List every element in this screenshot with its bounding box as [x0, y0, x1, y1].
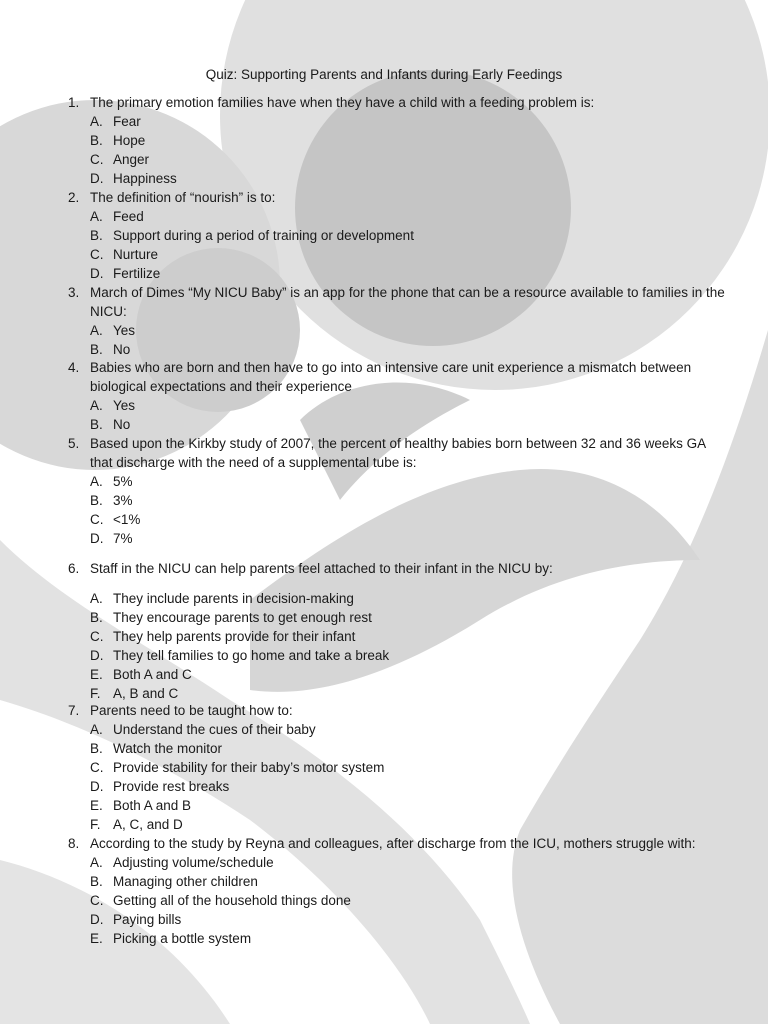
option-item — [90, 872, 728, 891]
option-text: Picking a bottle system — [113, 931, 252, 946]
option-item — [90, 646, 728, 665]
option-text: 5% — [113, 474, 133, 489]
option-text: No — [113, 342, 131, 357]
option-text: Fertilize — [113, 266, 161, 281]
option-letter: B. — [90, 133, 103, 148]
option-list — [68, 472, 728, 548]
option-text: They encourage parents to get enough rest — [113, 610, 372, 625]
option-text: Feed — [113, 209, 144, 224]
option-text: They tell families to go home and take a break — [113, 648, 390, 663]
option-letter: F. — [90, 686, 101, 701]
option-letter: B. — [90, 342, 103, 357]
option-item — [90, 207, 728, 226]
option-letter: B. — [90, 610, 103, 625]
option-list — [68, 207, 728, 283]
option-letter: F. — [90, 817, 101, 832]
option-text: Support during a period of training or development — [113, 228, 414, 243]
option-letter: A. — [90, 722, 103, 737]
question-2 — [68, 188, 728, 283]
option-item — [90, 627, 728, 646]
option-letter: B. — [90, 741, 103, 756]
option-list — [68, 853, 728, 948]
option-text: Yes — [113, 323, 136, 338]
option-text: Watch the monitor — [113, 741, 223, 756]
option-text: Happiness — [113, 171, 177, 186]
option-text: 3% — [113, 493, 133, 508]
option-letter: A. — [90, 323, 103, 338]
option-list — [68, 396, 728, 434]
option-letter: E. — [90, 667, 103, 682]
option-item — [90, 589, 728, 608]
option-text: Managing other children — [113, 874, 258, 889]
option-letter: B. — [90, 874, 103, 889]
question-number: 8. — [68, 836, 80, 851]
question-text: Babies who are born and then have to go into an intensive care unit experience a mismatch between biological expectations and their experience — [90, 360, 692, 394]
option-letter: D. — [90, 779, 104, 794]
option-text: They include parents in decision-making — [113, 591, 354, 606]
option-item — [90, 340, 728, 359]
option-text: Both A and B — [113, 798, 192, 813]
option-item — [90, 472, 728, 491]
option-item — [90, 415, 728, 434]
option-item — [90, 245, 728, 264]
question-text: March of Dimes “My NICU Baby” is an app for the phone that can be a resource available to families in the NICU: — [90, 285, 725, 319]
option-letter: A. — [90, 114, 103, 129]
option-letter: D. — [90, 648, 104, 663]
option-item — [90, 321, 728, 340]
option-text: Anger — [113, 152, 150, 167]
option-text: No — [113, 417, 131, 432]
option-letter: C. — [90, 629, 104, 644]
question-8 — [68, 834, 728, 948]
question-text: Based upon the Kirkby study of 2007, the percent of healthy babies born between 32 and 36 weeks GA that discharge with the need of a supplemental tube is: — [90, 436, 706, 470]
option-list — [68, 720, 728, 834]
option-item — [90, 226, 728, 245]
option-item — [90, 112, 728, 131]
option-list — [68, 112, 728, 188]
option-item — [90, 491, 728, 510]
question-number: 6. — [68, 561, 80, 576]
option-letter: B. — [90, 493, 103, 508]
question-text: Parents need to be taught how to: — [90, 703, 293, 718]
option-text: Fear — [113, 114, 141, 129]
option-letter: E. — [90, 798, 103, 813]
option-letter: E. — [90, 931, 103, 946]
option-item — [90, 665, 728, 684]
option-item — [90, 815, 728, 834]
option-item — [90, 910, 728, 929]
question-number: 7. — [68, 703, 80, 718]
option-item — [90, 510, 728, 529]
option-letter: C. — [90, 512, 104, 527]
option-letter: B. — [90, 228, 103, 243]
option-list — [68, 321, 728, 359]
question-6 — [68, 559, 728, 703]
option-letter: A. — [90, 591, 103, 606]
option-item — [90, 169, 728, 188]
option-item — [90, 777, 728, 796]
question-text: According to the study by Reyna and colleagues, after discharge from the ICU, mothers struggle with: — [90, 836, 696, 851]
option-letter: A. — [90, 209, 103, 224]
option-text: Adjusting volume/schedule — [113, 855, 274, 870]
option-text: Understand the cues of their baby — [113, 722, 316, 737]
option-letter: C. — [90, 760, 104, 775]
question-3 — [68, 283, 728, 359]
option-item — [90, 264, 728, 283]
option-list — [68, 589, 728, 703]
option-text: Yes — [113, 398, 136, 413]
option-letter: C. — [90, 247, 104, 262]
option-item — [90, 720, 728, 739]
question-number: 3. — [68, 285, 80, 300]
question-7 — [68, 701, 728, 834]
question-4 — [68, 358, 728, 434]
option-item — [90, 758, 728, 777]
option-item — [90, 396, 728, 415]
option-item — [90, 529, 728, 548]
option-letter: A. — [90, 855, 103, 870]
option-item — [90, 150, 728, 169]
question-5 — [68, 434, 728, 548]
option-letter: D. — [90, 266, 104, 281]
option-letter: D. — [90, 531, 104, 546]
page-title: Quiz: Supporting Parents and Infants during Early Feedings — [205, 67, 563, 82]
option-text: <1% — [113, 512, 141, 527]
option-letter: C. — [90, 893, 104, 908]
option-text: Paying bills — [113, 912, 182, 927]
option-letter: A. — [90, 398, 103, 413]
question-text: The definition of “nourish” is to: — [90, 190, 276, 205]
question-number: 2. — [68, 190, 80, 205]
option-item — [90, 796, 728, 815]
option-letter: C. — [90, 152, 104, 167]
question-text: Staff in the NICU can help parents feel attached to their infant in the NICU by: — [90, 561, 553, 576]
option-item — [90, 929, 728, 948]
option-letter: D. — [90, 912, 104, 927]
option-text: A, C, and D — [113, 817, 183, 832]
option-text: 7% — [113, 531, 133, 546]
question-number: 1. — [68, 95, 80, 110]
option-item — [90, 131, 728, 150]
question-number: 5. — [68, 436, 80, 451]
option-text: Provide stability for their baby’s motor system — [113, 760, 385, 775]
option-item — [90, 891, 728, 910]
option-text: Nurture — [113, 247, 159, 262]
option-text: Hope — [113, 133, 146, 148]
option-letter: A. — [90, 474, 103, 489]
question-text: The primary emotion families have when they have a child with a feeding problem is: — [90, 95, 595, 110]
option-item — [90, 853, 728, 872]
question-number: 4. — [68, 360, 80, 375]
option-text: Both A and C — [113, 667, 192, 682]
option-text: They help parents provide for their infant — [113, 629, 356, 644]
question-1 — [68, 93, 728, 188]
option-letter: B. — [90, 417, 103, 432]
option-text: Getting all of the household things done — [113, 893, 351, 908]
option-item — [90, 739, 728, 758]
option-text: Provide rest breaks — [113, 779, 230, 794]
option-letter: D. — [90, 171, 104, 186]
option-item — [90, 608, 728, 627]
option-text: A, B and C — [113, 686, 179, 701]
